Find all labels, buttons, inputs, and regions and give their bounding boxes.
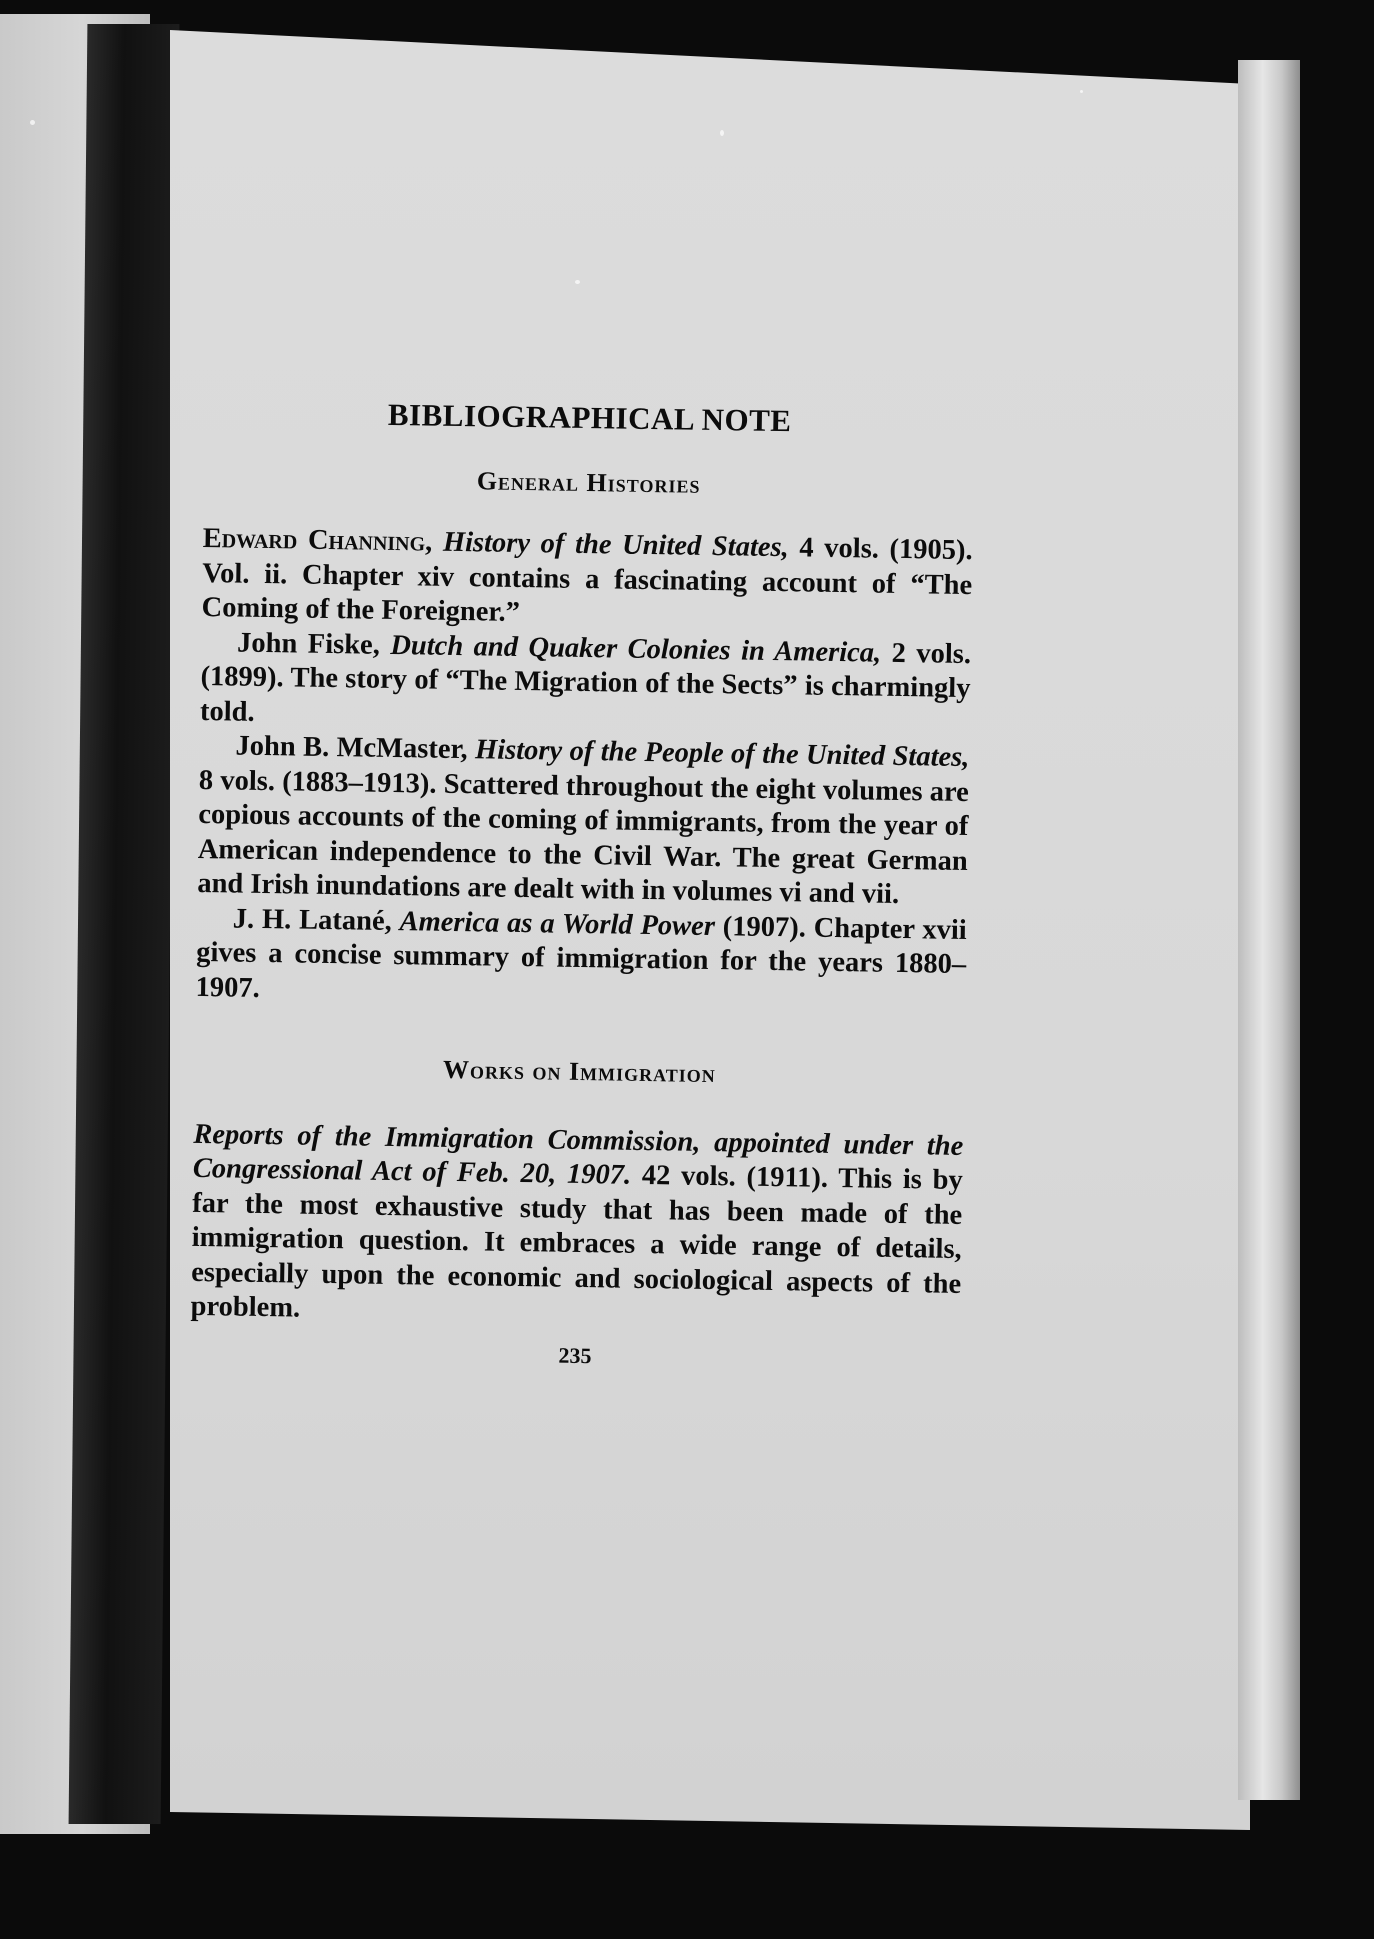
section-heading-general-histories: General Histories (476, 465, 701, 499)
page-edge (1238, 60, 1300, 1800)
entry-title: Reports of the Immigration Commission, appointed under the Congressional Act of Feb. 20, 1907. (192, 1118, 964, 1191)
bib-entry-immigration-reports (190, 1117, 963, 1336)
entry-author: John B. McMaster, (235, 730, 468, 766)
entry-author: John Fiske, (236, 627, 381, 661)
entry-title: History of the United States, (442, 526, 789, 564)
entry-text: 42 vols. (1911). This is by far the most exhaustive study that has been made of the immigration question. It embraces a wide range of details, especially upon the economic and sociological aspects of the problem. (190, 1159, 964, 1324)
entry-text: (1907). Chapter xvii gives a concise summary of immigration for the years 1880–1907. (195, 910, 967, 1004)
page-text (190, 395, 975, 1379)
dust-speck (1080, 90, 1083, 93)
entry-text: 2 vols. (1899). The story of “The Migration of the Sects” is charmingly told. (199, 637, 972, 728)
entry-text: 4 vols. (1905). Vol. ii. Chapter xiv contains a fascinating account of “The Coming of the Foreigner.” (201, 532, 973, 628)
book-gutter (69, 24, 180, 1824)
dust-speck (30, 120, 35, 125)
page-title: BIBLIOGRAPHICAL NOTE (387, 396, 792, 439)
dust-speck (575, 280, 580, 284)
page-number: 235 (558, 1342, 592, 1368)
entry-text: 8 vols. (1883–1913). Scattered throughout the eight volumes are copious accounts of the coming of immigrants, from the year of American independence to the Civil War. The great German and Irish inundations are dealt with in volumes vi and vii. (197, 764, 970, 910)
entry-title: America as a World Power (399, 905, 716, 942)
entry-author: Edward Channing, (202, 522, 433, 558)
entry-title: History of the People of the United States, (474, 734, 970, 774)
entry-title: Dutch and Quaker Colonies in America, (390, 629, 882, 669)
entry-author: J. H. Latané, (232, 903, 393, 937)
bib-entry-mcmaster (197, 729, 970, 914)
dust-speck (720, 130, 724, 136)
section-heading-works-on-immigration: Works on Immigration (442, 1054, 717, 1089)
bib-entry-fiske (200, 625, 972, 741)
bib-entry-channing (201, 522, 973, 638)
bib-entry-latane (195, 901, 967, 1017)
